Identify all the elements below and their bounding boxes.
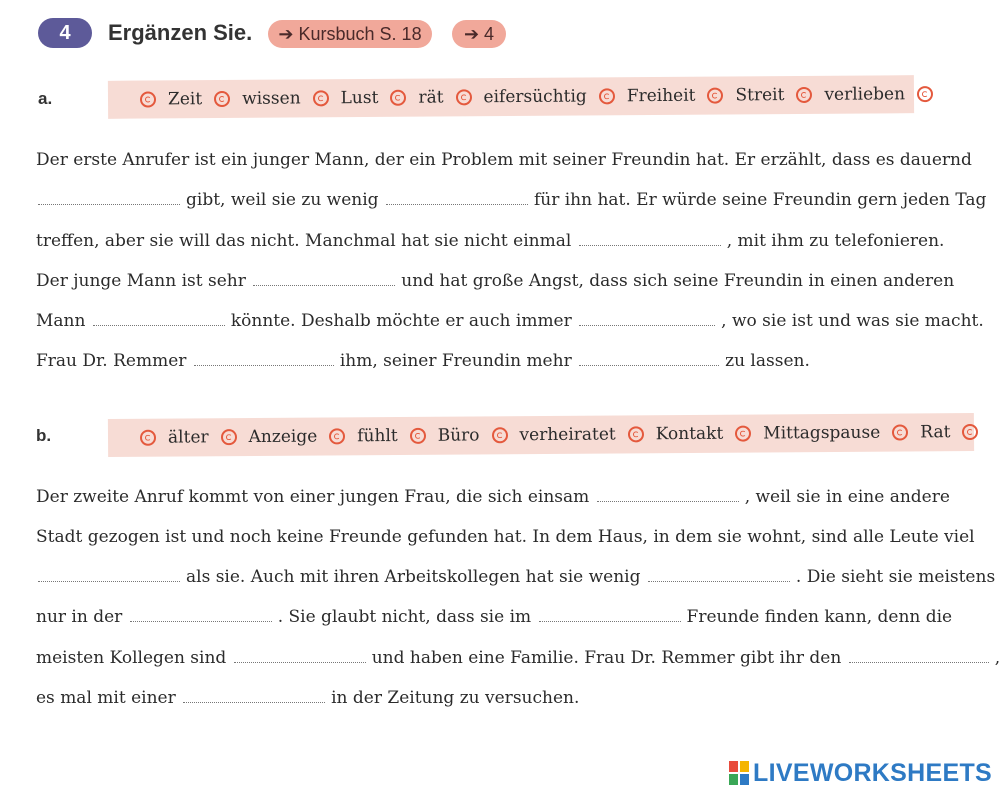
- text-line-a4: [36, 269, 976, 293]
- blank-field[interactable]: [234, 648, 366, 663]
- text-segment: ,: [994, 648, 1000, 668]
- logo-blocks-icon: [729, 761, 749, 785]
- text-segment: in der Zeitung zu versuchen.: [331, 688, 580, 708]
- exercise-number-badge: 4: [38, 18, 92, 48]
- text-line-b3: [36, 565, 996, 589]
- word-bank-item: Zeit: [167, 89, 203, 110]
- section-a-label: a.: [38, 89, 53, 108]
- text-segment: könnte. Deshalb möchte er auch immer: [230, 311, 572, 331]
- blank-field[interactable]: [648, 567, 790, 582]
- blank-field[interactable]: [93, 311, 225, 326]
- swirl-icon: [140, 430, 156, 446]
- word-bank-item: Anzeige: [248, 426, 318, 448]
- word-bank-b: [108, 413, 974, 457]
- word-bank-item: wissen: [242, 88, 301, 109]
- blank-field[interactable]: [253, 271, 395, 286]
- swirl-icon: [140, 91, 156, 107]
- blank-field[interactable]: [579, 231, 721, 246]
- swirl-icon: [628, 426, 644, 442]
- text-segment: Stadt gezogen ist und noch keine Freunde gefunden hat. In dem Haus, in dem sie wohnt, sind alle Leute viel: [36, 527, 975, 547]
- swirl-icon: [455, 89, 471, 105]
- blank-field[interactable]: [539, 607, 681, 622]
- word-bank-item: Freiheit: [626, 85, 696, 107]
- blank-field[interactable]: [183, 688, 325, 703]
- word-bank-item: verheiratet: [519, 424, 616, 446]
- text-segment: Freunde finden kann, denn die: [686, 607, 953, 627]
- text-segment: zu lassen.: [725, 351, 810, 371]
- text-segment: . Die sieht sie meistens: [795, 567, 996, 587]
- text-line-b5: [36, 646, 1000, 670]
- word-bank-item: fühlt: [357, 426, 398, 447]
- text-segment: . Sie glaubt nicht, dass sie im: [277, 607, 532, 627]
- word-bank-item: eifersüchtig: [483, 86, 587, 108]
- text-segment: Der erste Anrufer ist ein junger Mann, der ein Problem mit seiner Freundin hat. Er erzählt, dass es dauernd: [36, 150, 972, 170]
- swirl-icon: [796, 87, 812, 103]
- text-segment: treffen, aber sie will das nicht. Manchmal hat sie nicht einmal: [36, 231, 572, 251]
- text-segment: Mann: [36, 311, 86, 331]
- text-line-b1: [36, 485, 976, 509]
- text-segment: , mit ihm zu telefonieren.: [726, 231, 945, 251]
- logo-block: [740, 761, 749, 772]
- text-segment: , wo sie ist und was sie macht.: [721, 311, 984, 331]
- text-segment: , weil sie in eine andere: [744, 487, 950, 507]
- text-segment: und haben eine Familie. Frau Dr. Remmer gibt ihr den: [371, 648, 842, 668]
- text-segment: Der zweite Anruf kommt von einer jungen Frau, die sich einsam: [36, 487, 590, 507]
- logo-block: [729, 761, 738, 772]
- text-segment: ihm, seiner Freundin mehr: [339, 351, 572, 371]
- blank-field[interactable]: [597, 487, 739, 502]
- word-bank-a: [108, 75, 914, 119]
- text-line-a5: [36, 309, 984, 333]
- swirl-icon: [707, 88, 723, 104]
- word-bank-item: rät: [418, 87, 444, 108]
- logo-text: LIVEWORKSHEETS: [753, 758, 992, 787]
- text-segment: nur in der: [36, 607, 123, 627]
- swirl-icon: [491, 427, 507, 443]
- swirl-icon: [599, 88, 615, 104]
- exercise-reference-badge: ➔ 4: [452, 20, 506, 48]
- liveworksheets-logo[interactable]: [729, 758, 992, 788]
- text-line-b4: [36, 605, 976, 629]
- text-segment: Frau Dr. Remmer: [36, 351, 187, 371]
- swirl-icon: [214, 91, 230, 107]
- blank-field[interactable]: [579, 311, 715, 326]
- swirl-icon: [390, 90, 406, 106]
- text-line-b6: [36, 686, 976, 710]
- blank-field[interactable]: [194, 351, 334, 366]
- word-bank-item: Mittagspause: [763, 422, 881, 444]
- blank-field[interactable]: [38, 567, 180, 582]
- text-segment: und hat große Angst, dass sich seine Freundin in einen anderen: [401, 271, 955, 291]
- swirl-icon: [329, 428, 345, 444]
- swirl-icon: [917, 86, 933, 102]
- text-line-b2: [36, 525, 976, 549]
- swirl-icon: [735, 426, 751, 442]
- swirl-icon: [410, 428, 426, 444]
- text-segment: meisten Kollegen sind: [36, 648, 227, 668]
- swirl-icon: [313, 90, 329, 106]
- text-segment: gibt, weil sie zu wenig: [186, 190, 379, 210]
- blank-field[interactable]: [130, 607, 272, 622]
- blank-field[interactable]: [579, 351, 719, 366]
- blank-field[interactable]: [386, 190, 528, 205]
- swirl-icon: [892, 424, 908, 440]
- word-bank-item: Lust: [340, 87, 379, 109]
- word-bank-item: verlieben: [824, 84, 906, 105]
- word-bank-item: Büro: [437, 425, 480, 446]
- text-line-a3: [36, 229, 976, 253]
- logo-block: [729, 774, 738, 785]
- text-segment: als sie. Auch mit ihren Arbeitskollegen hat sie wenig: [186, 567, 641, 587]
- text-segment: es mal mit einer: [36, 688, 176, 708]
- section-b-label: b.: [36, 426, 52, 445]
- text-segment: Der junge Mann ist sehr: [36, 271, 246, 291]
- swirl-icon: [962, 424, 978, 440]
- text-line-a2: [36, 188, 987, 212]
- logo-block: [740, 774, 749, 785]
- word-bank-item: Streit: [735, 85, 785, 106]
- kursbuch-reference-badge: ➔ Kursbuch S. 18: [268, 20, 432, 48]
- word-bank-item: Kontakt: [655, 423, 724, 445]
- word-bank-item: älter: [167, 427, 209, 448]
- text-line-a6: [36, 349, 976, 373]
- swirl-icon: [221, 429, 237, 445]
- word-bank-item: Rat: [920, 422, 951, 443]
- text-line-a1: [36, 148, 976, 172]
- text-segment: für ihn hat. Er würde seine Freundin gern jeden Tag: [533, 190, 987, 210]
- exercise-title: Ergänzen Sie.: [108, 20, 253, 45]
- blank-field[interactable]: [849, 648, 989, 663]
- blank-field[interactable]: [38, 190, 180, 205]
- exercise-header: [38, 16, 638, 50]
